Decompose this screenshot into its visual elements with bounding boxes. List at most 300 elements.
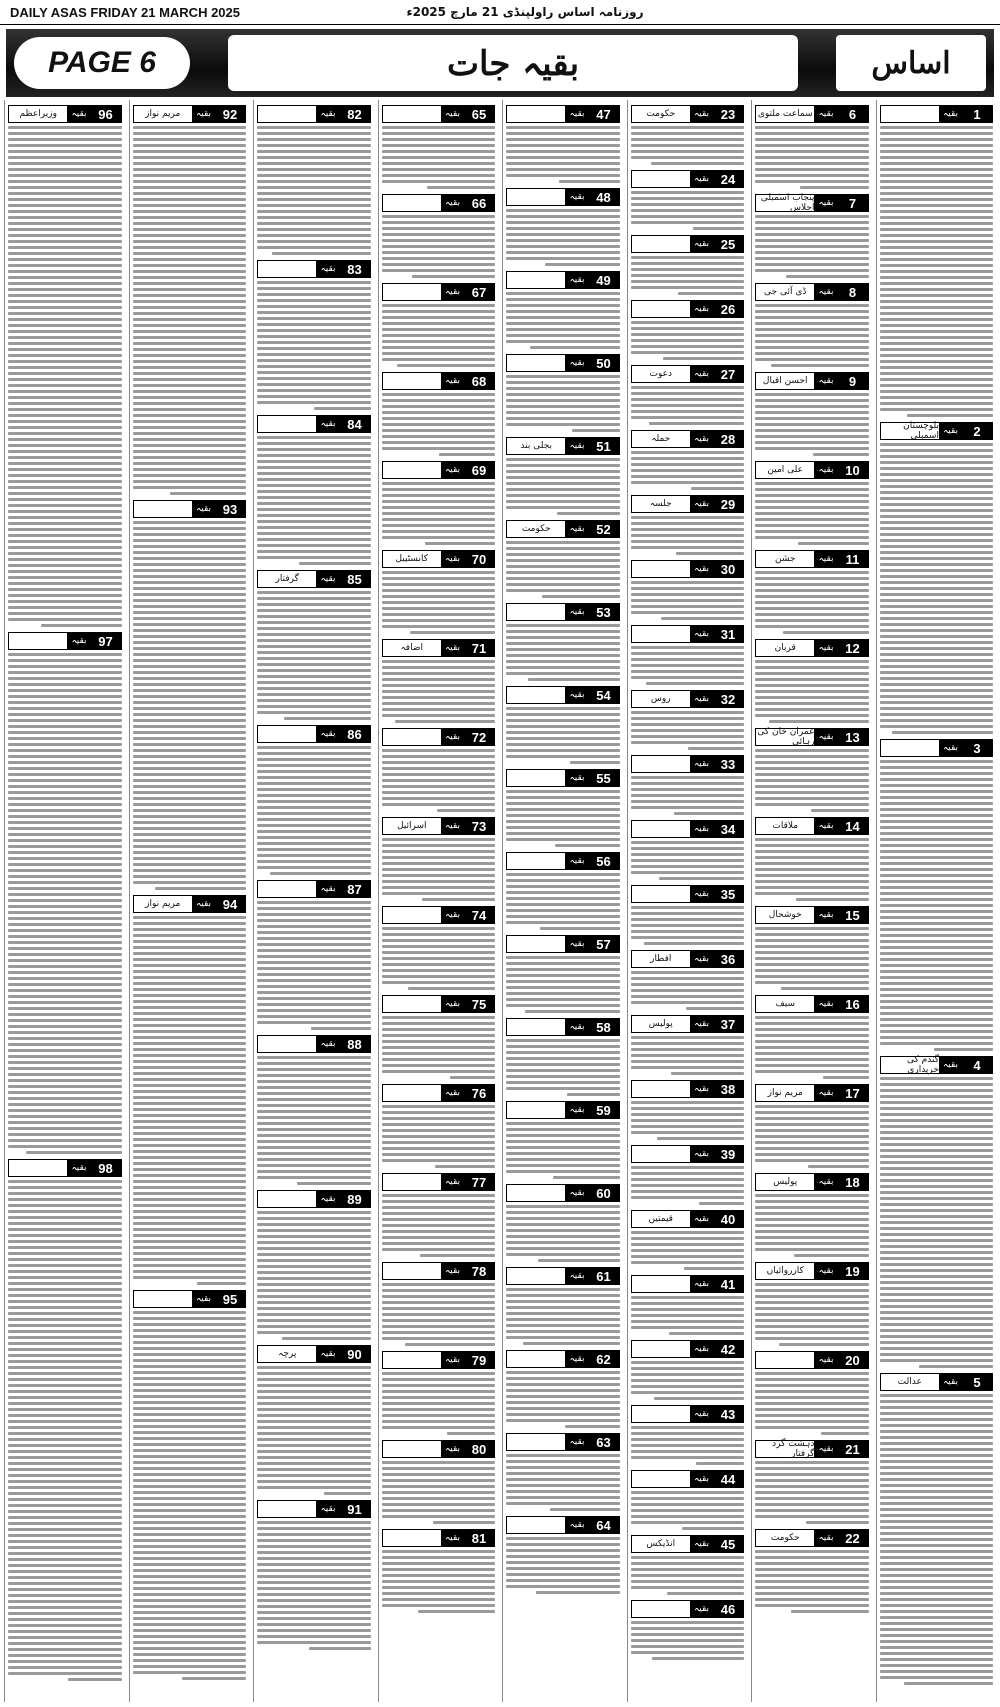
- text-line: [553, 1176, 620, 1179]
- text-line: [8, 1001, 122, 1004]
- text-line: [755, 310, 869, 313]
- section-tag: بقیہ: [690, 561, 713, 577]
- text-line: [800, 186, 868, 189]
- text-line: [257, 1623, 371, 1626]
- text-line: [382, 1034, 496, 1037]
- text-line: [880, 844, 994, 847]
- text-line: [880, 467, 994, 470]
- text-line: [755, 1230, 869, 1233]
- text-line: [8, 1091, 122, 1094]
- text-line: [257, 1146, 371, 1149]
- text-line: [8, 360, 122, 363]
- text-line: [880, 1191, 994, 1194]
- text-line: [880, 1592, 994, 1595]
- section-header: [382, 461, 496, 479]
- section-header: [506, 437, 620, 455]
- text-line: [257, 705, 371, 708]
- section-name: [632, 1406, 690, 1422]
- text-line: [631, 126, 745, 129]
- text-line: [880, 665, 994, 668]
- text-line: [133, 1174, 247, 1177]
- text-line: [133, 1503, 247, 1506]
- section-body-text: [631, 1361, 745, 1400]
- text-line: [880, 288, 994, 291]
- text-line: [880, 1221, 994, 1224]
- text-line: [382, 1301, 496, 1304]
- text-line: [257, 508, 371, 511]
- text-line: [8, 384, 122, 387]
- text-line: [133, 252, 247, 255]
- text-line: [755, 1390, 869, 1393]
- text-line: [880, 174, 994, 177]
- section-tag: بقیہ: [690, 1471, 713, 1487]
- text-line: [880, 1083, 994, 1086]
- text-line: [880, 916, 994, 919]
- text-line: [8, 1570, 122, 1573]
- text-line: [880, 348, 994, 351]
- text-line: [631, 516, 745, 519]
- text-line: [133, 1012, 247, 1015]
- text-line: [880, 1101, 994, 1104]
- text-line: [8, 689, 122, 692]
- text-line: [133, 1222, 247, 1225]
- text-line: [133, 1216, 247, 1219]
- text-line: [880, 1251, 994, 1254]
- text-line: [755, 1497, 869, 1500]
- text-line: [133, 1617, 247, 1620]
- text-line: [133, 1329, 247, 1332]
- text-line: [880, 276, 994, 279]
- text-line: [8, 989, 122, 992]
- text-line: [439, 453, 495, 456]
- section-name: [507, 770, 565, 786]
- section-number: 58: [589, 1019, 619, 1035]
- text-line: [506, 1407, 620, 1410]
- section-tag: بقیہ: [814, 106, 837, 122]
- section-body-text: [631, 451, 745, 490]
- text-line: [257, 1062, 371, 1065]
- text-line: [133, 1108, 247, 1111]
- text-line: [257, 949, 371, 952]
- text-line: [8, 1085, 122, 1088]
- text-line: [257, 1295, 371, 1298]
- text-line: [382, 524, 496, 527]
- text-line: [555, 844, 620, 847]
- text-line: [755, 393, 869, 396]
- text-line: [382, 933, 496, 936]
- text-line: [257, 460, 371, 463]
- text-line: [880, 1293, 994, 1296]
- page-number-badge: PAGE 6: [14, 37, 190, 89]
- text-line: [257, 389, 371, 392]
- text-line: [682, 1527, 744, 1530]
- text-line: [8, 1666, 122, 1669]
- text-line: [755, 1283, 869, 1286]
- text-line: [382, 1592, 496, 1595]
- text-line: [8, 1582, 122, 1585]
- text-line: [8, 905, 122, 908]
- text-line: [631, 1231, 745, 1234]
- text-line: [880, 1281, 994, 1284]
- text-line: [8, 1552, 122, 1555]
- text-line: [133, 833, 247, 836]
- text-line: [559, 180, 619, 183]
- text-line: [257, 1265, 371, 1268]
- text-line: [382, 791, 496, 794]
- section-header: [506, 1516, 620, 1534]
- section-body-text: [631, 1231, 745, 1270]
- text-line: [755, 316, 869, 319]
- section-body-text: [631, 1621, 745, 1660]
- section-body-text: [631, 1426, 745, 1465]
- text-line: [631, 457, 745, 460]
- text-line: [880, 766, 994, 769]
- text-line: [257, 216, 371, 219]
- text-line: [8, 737, 122, 740]
- section-header: [257, 415, 371, 433]
- text-line: [755, 263, 869, 266]
- text-line: [133, 1204, 247, 1207]
- text-line: [257, 1521, 371, 1524]
- text-line: [506, 1549, 620, 1552]
- text-line: [506, 1158, 620, 1161]
- text-line: [880, 533, 994, 536]
- section-tag: بقیہ: [814, 1352, 837, 1368]
- text-line: [257, 627, 371, 630]
- text-line: [506, 316, 620, 319]
- text-line: [8, 1528, 122, 1531]
- text-line: [8, 312, 122, 315]
- section-name: [507, 1434, 565, 1450]
- text-line: [631, 676, 745, 679]
- text-line: [880, 1556, 994, 1559]
- section-name: [632, 1146, 690, 1162]
- section-body-text: [880, 443, 994, 734]
- section-header: [506, 686, 620, 704]
- text-line: [133, 605, 247, 608]
- text-line: [8, 1115, 122, 1118]
- text-line: [8, 1145, 122, 1148]
- text-line: [506, 1075, 620, 1078]
- text-line: [133, 348, 247, 351]
- text-line: [133, 228, 247, 231]
- section-number: 88: [340, 1036, 370, 1052]
- text-line: [880, 1335, 994, 1338]
- section-number: 1: [962, 106, 992, 122]
- text-line: [880, 1024, 994, 1027]
- text-line: [880, 1275, 994, 1278]
- text-line: [257, 1444, 371, 1447]
- text-line: [506, 1063, 620, 1066]
- text-line: [506, 464, 620, 467]
- text-line: [257, 204, 371, 207]
- text-line: [506, 642, 620, 645]
- section-name: [632, 1341, 690, 1357]
- section-number: 34: [713, 821, 743, 837]
- section-header: [257, 1035, 371, 1053]
- text-line: [8, 1049, 122, 1052]
- text-line: [8, 1468, 122, 1471]
- text-line: [506, 1419, 620, 1422]
- text-line: [382, 239, 496, 242]
- text-line: [257, 180, 371, 183]
- text-line: [133, 1126, 247, 1129]
- section-tag: بقیہ: [192, 106, 215, 122]
- text-line: [133, 402, 247, 405]
- text-line: [755, 1586, 869, 1589]
- text-line: [755, 1503, 869, 1506]
- text-line: [755, 969, 869, 972]
- section-header: [755, 1440, 869, 1458]
- text-line: [382, 233, 496, 236]
- text-line: [755, 1408, 869, 1411]
- text-line: [257, 1134, 371, 1137]
- text-line: [133, 1006, 247, 1009]
- text-line: [133, 922, 247, 925]
- text-line: [880, 659, 994, 662]
- text-line: [8, 1073, 122, 1076]
- text-line: [382, 126, 496, 129]
- text-line: [880, 497, 994, 500]
- text-line: [133, 408, 247, 411]
- text-line: [133, 713, 247, 716]
- text-line: [405, 1343, 495, 1346]
- section-number: 24: [713, 171, 743, 187]
- text-line: [880, 216, 994, 219]
- section-body-text: [506, 292, 620, 349]
- text-line: [8, 863, 122, 866]
- text-line: [257, 138, 371, 141]
- text-line: [506, 749, 620, 752]
- text-line: [631, 806, 745, 809]
- text-line: [257, 824, 371, 827]
- text-line: [880, 138, 994, 141]
- text-line: [880, 378, 994, 381]
- text-line: [382, 245, 496, 248]
- text-line: [8, 336, 122, 339]
- text-line: [506, 1122, 620, 1125]
- section-body-text: [880, 1394, 994, 1685]
- text-line: [506, 903, 620, 906]
- text-line: [755, 939, 869, 942]
- text-line: [270, 872, 371, 875]
- text-line: [880, 1490, 994, 1493]
- text-line: [565, 1425, 619, 1428]
- text-line: [755, 892, 869, 895]
- text-line: [8, 791, 122, 794]
- section-tag: بقیہ: [690, 1081, 713, 1097]
- text-line: [257, 1241, 371, 1244]
- text-line: [8, 516, 122, 519]
- text-line: [8, 420, 122, 423]
- text-line: [8, 827, 122, 830]
- text-line: [631, 546, 745, 549]
- section-number: 80: [464, 1441, 494, 1457]
- text-line: [880, 1245, 994, 1248]
- text-line: [506, 909, 620, 912]
- section-body-text: [506, 375, 620, 432]
- text-line: [663, 357, 744, 360]
- section-header: [631, 1535, 745, 1553]
- text-line: [880, 168, 994, 171]
- text-line: [755, 933, 869, 936]
- text-line: [880, 850, 994, 853]
- section-header: [8, 105, 122, 123]
- text-line: [133, 1569, 247, 1572]
- text-line: [257, 144, 371, 147]
- section-header: [382, 639, 496, 657]
- text-line: [570, 761, 620, 764]
- section-tag: بقیہ: [192, 896, 215, 912]
- text-line: [8, 582, 122, 585]
- text-line: [133, 1377, 247, 1380]
- text-line: [257, 502, 371, 505]
- text-line: [631, 392, 745, 395]
- text-line: [880, 156, 994, 159]
- text-line: [133, 815, 247, 818]
- text-line: [880, 946, 994, 949]
- text-line: [699, 1202, 744, 1205]
- text-line: [382, 969, 496, 972]
- section-body-text: [755, 215, 869, 278]
- section-header: [133, 105, 247, 123]
- text-line: [8, 1522, 122, 1525]
- section-body-text: [631, 1491, 745, 1530]
- text-line: [133, 162, 247, 165]
- text-line: [631, 268, 745, 271]
- section-name: مریم نواز: [145, 899, 181, 909]
- text-line: [631, 1645, 745, 1648]
- text-line: [667, 1592, 744, 1595]
- text-line: [133, 557, 247, 560]
- text-line: [8, 168, 122, 171]
- text-line: [755, 411, 869, 414]
- section-number: 90: [340, 1346, 370, 1362]
- text-line: [880, 575, 994, 578]
- text-line: [506, 292, 620, 295]
- text-line: [133, 246, 247, 249]
- text-line: [133, 683, 247, 686]
- text-line: [880, 880, 994, 883]
- text-line: [257, 1259, 371, 1262]
- text-line: [382, 945, 496, 948]
- section-number: 66: [464, 195, 494, 211]
- text-line: [821, 1432, 869, 1435]
- section-body-text: [880, 1077, 994, 1368]
- section-name: [383, 1441, 441, 1457]
- text-line: [506, 233, 620, 236]
- text-line: [506, 1152, 620, 1155]
- text-line: [506, 1205, 620, 1208]
- text-line: [8, 150, 122, 153]
- text-line: [382, 1105, 496, 1108]
- text-line: [880, 150, 994, 153]
- text-line: [880, 234, 994, 237]
- text-line: [299, 562, 371, 565]
- text-line: [133, 1635, 247, 1638]
- text-line: [755, 702, 869, 705]
- section-body-text: [631, 516, 745, 555]
- text-line: [8, 1330, 122, 1333]
- text-line: [755, 174, 869, 177]
- text-line: [8, 803, 122, 806]
- section-tag: بقیہ: [565, 1268, 588, 1284]
- section-name: [383, 1174, 441, 1190]
- text-line: [506, 879, 620, 882]
- text-line: [257, 800, 371, 803]
- text-line: [8, 1426, 122, 1429]
- section-body-text: [506, 541, 620, 598]
- text-line: [382, 1509, 496, 1512]
- text-line: [382, 1503, 496, 1506]
- text-line: [8, 875, 122, 878]
- section-number: 52: [589, 521, 619, 537]
- text-line: [8, 210, 122, 213]
- text-line: [133, 486, 247, 489]
- text-line: [382, 613, 496, 616]
- text-line: [382, 1461, 496, 1464]
- text-line: [133, 468, 247, 471]
- text-line: [880, 1676, 994, 1679]
- text-line: [382, 589, 496, 592]
- text-line: [880, 228, 994, 231]
- text-line: [314, 407, 371, 410]
- text-line: [133, 360, 247, 363]
- section-number: 25: [713, 236, 743, 252]
- text-line: [631, 191, 745, 194]
- text-line: [880, 1215, 994, 1218]
- section-body-text: [8, 126, 122, 627]
- section-tag: بقیہ: [441, 373, 464, 389]
- text-line: [880, 904, 994, 907]
- text-line: [133, 881, 247, 884]
- text-line: [8, 671, 122, 674]
- text-line: [631, 800, 745, 803]
- text-line: [8, 528, 122, 531]
- text-line: [133, 958, 247, 961]
- text-line: [506, 1241, 620, 1244]
- text-line: [133, 1150, 247, 1153]
- text-line: [257, 913, 371, 916]
- section-body-text: [631, 1101, 745, 1140]
- section-body-text: [382, 1105, 496, 1168]
- text-line: [506, 660, 620, 663]
- text-line: [506, 921, 620, 924]
- text-line: [133, 659, 247, 662]
- text-line: [257, 848, 371, 851]
- text-line: [8, 1139, 122, 1142]
- text-line: [644, 942, 744, 945]
- text-line: [880, 300, 994, 303]
- text-line: [257, 1557, 371, 1560]
- text-line: [631, 1586, 745, 1589]
- text-line: [755, 1242, 869, 1245]
- text-line: [382, 1016, 496, 1019]
- text-line: [631, 475, 745, 478]
- text-line: [133, 1036, 247, 1039]
- section-tag: بقیہ: [565, 1102, 588, 1118]
- text-line: [382, 174, 496, 177]
- section-tag: بقیہ: [690, 1536, 713, 1552]
- text-line: [133, 1132, 247, 1135]
- text-line: [133, 1563, 247, 1566]
- text-line: [506, 132, 620, 135]
- text-line: [755, 1556, 869, 1559]
- section-number: 56: [589, 853, 619, 869]
- section-number: 44: [713, 1471, 743, 1487]
- text-line: [8, 809, 122, 812]
- text-line: [8, 1043, 122, 1046]
